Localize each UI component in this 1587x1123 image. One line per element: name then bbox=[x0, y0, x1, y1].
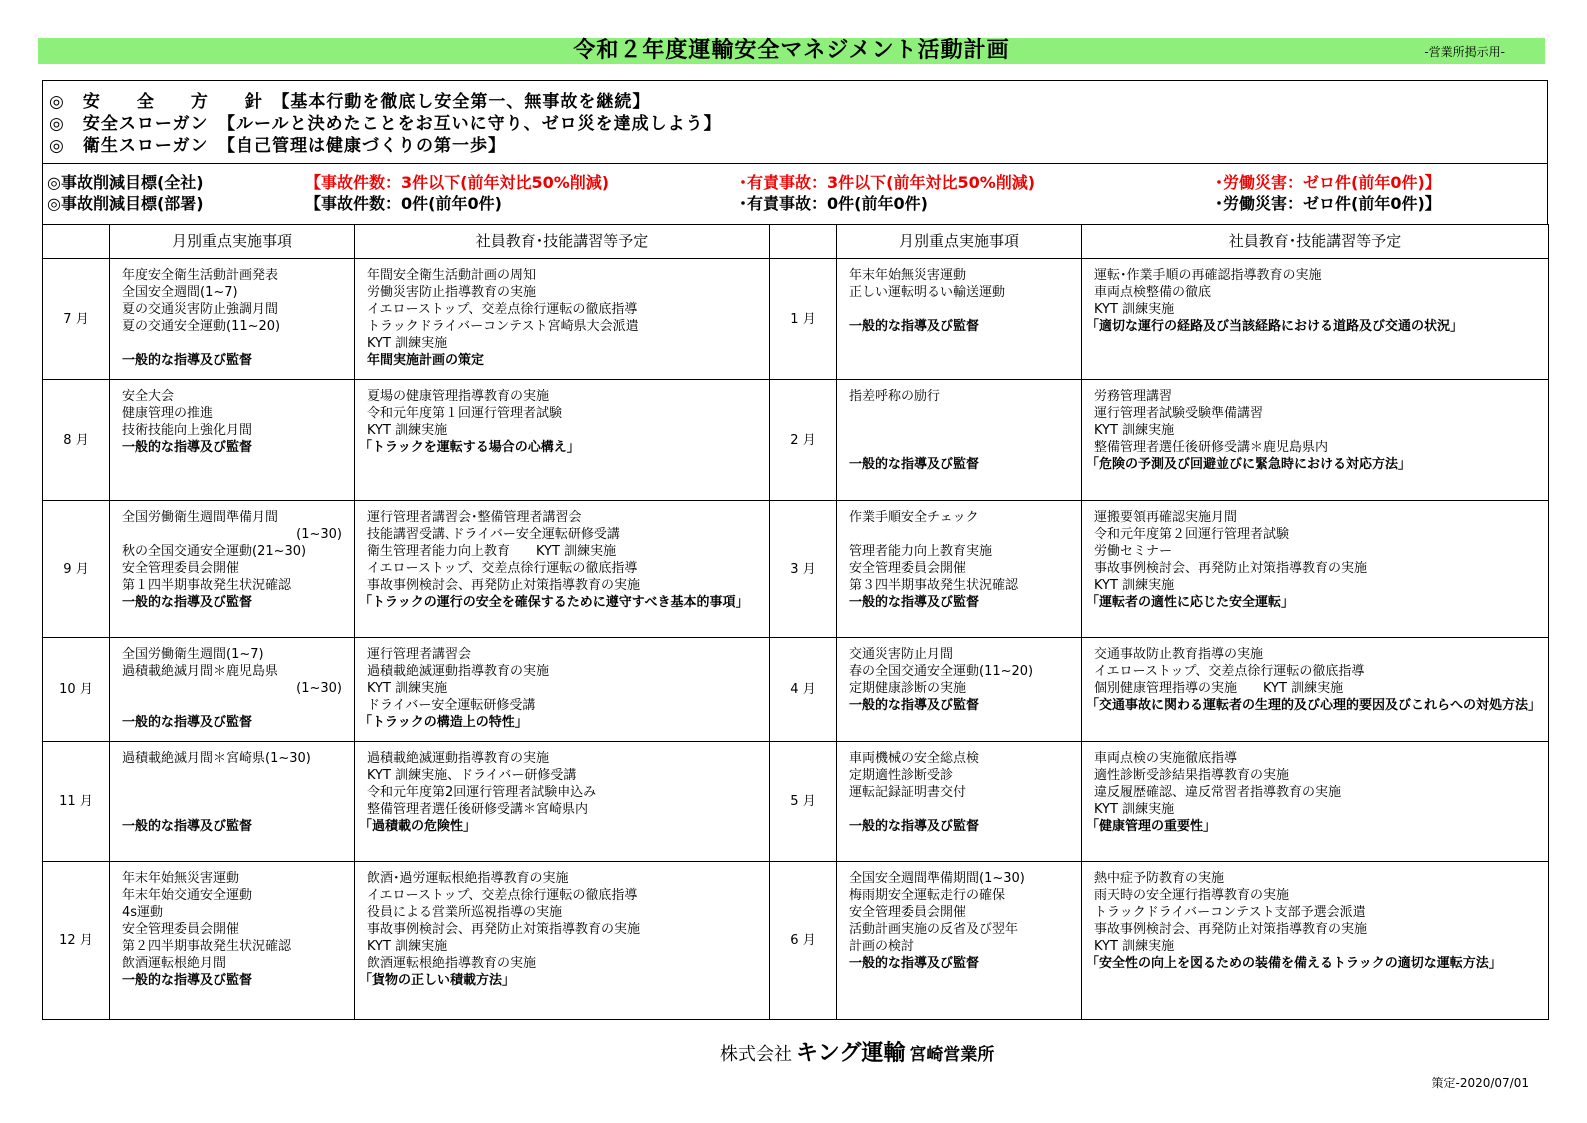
list-item: 健康管理の推進 bbox=[122, 406, 214, 421]
list-item: 第３四半期事故発生状況確認 bbox=[849, 578, 1019, 593]
company-target-accidents: 【事故件数：3件以下(前年対比50%削減) bbox=[305, 173, 610, 192]
list-item: 夏の交通安全運動(11~20) bbox=[122, 319, 281, 334]
month-cell: 3 月 bbox=[770, 501, 837, 638]
header-month bbox=[43, 225, 110, 259]
list-item: 年度安全衛生活動計画発表 bbox=[122, 268, 279, 283]
list-item: 適性診断受診結果指導教育の実施 bbox=[1094, 768, 1290, 783]
list-item bbox=[849, 526, 1075, 543]
list-item: 飲酒･過労運転根絶指導教育の実施 bbox=[367, 871, 569, 886]
focus-cell bbox=[837, 742, 1082, 862]
list-item: 「健康管理の重要性」 bbox=[1086, 819, 1217, 834]
list-item: 「過積載の危険性」 bbox=[359, 819, 477, 834]
list-item: KYT 訓練実施、ドライバー研修受講 bbox=[367, 768, 577, 783]
list-item: 一般的な指導及び監督 bbox=[849, 819, 980, 834]
list-item: 飲酒運転根絶月間 bbox=[122, 956, 227, 971]
month-cell: 8 月 bbox=[43, 380, 110, 501]
header-focus: 月別重点実施事項 bbox=[837, 225, 1082, 259]
list-item bbox=[122, 784, 348, 801]
list-item: 一般的な指導及び監督 bbox=[122, 819, 253, 834]
list-item: KYT 訓練実施 bbox=[1094, 423, 1175, 438]
list-item: 梅雨期安全運転走行の確保 bbox=[849, 888, 1006, 903]
list-item: 令和元年度第１回運行管理者試験 bbox=[367, 406, 563, 421]
header-education: 社員教育･技能講習等予定 bbox=[355, 225, 770, 259]
list-item: 正しい運転明るい輸送運動 bbox=[849, 285, 1006, 300]
list-item: 作業手順安全チェック bbox=[849, 510, 979, 525]
education-cell bbox=[1082, 501, 1549, 638]
list-item: KYT 訓練実施 bbox=[1094, 939, 1175, 954]
month-cell: 10 月 bbox=[43, 638, 110, 742]
list-item: 一般的な指導及び監督 bbox=[849, 319, 980, 334]
list-item: 労務管理講習 bbox=[1094, 389, 1173, 404]
list-item: 技術技能向上強化月間 bbox=[122, 423, 253, 438]
table-row bbox=[43, 501, 1549, 638]
list-item: イエローストップ、交差点徐行運転の徹底指導 bbox=[367, 302, 638, 317]
company-prefix: 株式会社 bbox=[720, 1044, 792, 1065]
dept-target-accidents: 【事故件数：0件(前年0件) bbox=[305, 194, 502, 213]
list-item: 春の全国交通安全運動(11~20) bbox=[849, 664, 1034, 679]
table-row bbox=[43, 862, 1549, 1020]
page-subtitle: -営業所掲示用- bbox=[1424, 45, 1505, 59]
education-cell bbox=[355, 742, 770, 862]
list-item: 技能講習受講､ドライバー安全運転研修受講 bbox=[367, 527, 620, 542]
focus-cell bbox=[837, 380, 1082, 501]
list-item: トラックドライバーコンテスト宮崎県大会派遣 bbox=[367, 319, 639, 334]
company-target-label: ◎事故削減目標(全社) bbox=[47, 173, 204, 192]
list-item: 安全大会 bbox=[122, 389, 175, 404]
policy-box bbox=[42, 80, 1548, 164]
list-item: 衛生管理者能力向上教育 KYT 訓練実施 bbox=[367, 544, 617, 559]
list-item: 事故事例検討会、再発防止対策指導教育の実施 bbox=[367, 578, 641, 593]
list-item: 事故事例検討会、再発防止対策指導教育の実施 bbox=[1094, 922, 1368, 937]
list-item: 運行管理者講習会 bbox=[367, 647, 472, 662]
list-item: 指差呼称の励行 bbox=[849, 389, 941, 404]
list-item: 運転記録証明書交付 bbox=[849, 785, 967, 800]
company-target-work-accidents: ･労働災害：ゼロ件(前年0件)】 bbox=[1215, 173, 1441, 192]
list-item: 「交通事故に関わる運転者の生理的及び心理的要因及びこれらへの対処方法」 bbox=[1086, 698, 1542, 713]
list-item: 年間安全衛生活動計画の周知 bbox=[367, 268, 537, 283]
focus-cell bbox=[110, 380, 355, 501]
list-item: (1~30) bbox=[296, 527, 342, 542]
focus-cell bbox=[837, 259, 1082, 380]
list-item: 全国安全週間準備期間(1~30) bbox=[849, 871, 1025, 886]
list-item: 過積載絶滅月間＊鹿児島県 bbox=[122, 664, 279, 679]
list-item bbox=[849, 801, 1075, 818]
list-item: 一般的な指導及び監督 bbox=[849, 698, 980, 713]
focus-cell bbox=[837, 501, 1082, 638]
dept-target-label: ◎事故削減目標(部署) bbox=[47, 194, 204, 213]
list-item: 活動計画実施の反省及び翌年 bbox=[849, 922, 1019, 937]
list-item: KYT 訓練実施 bbox=[1094, 578, 1175, 593]
list-item: 安全管理委員会開催 bbox=[849, 905, 967, 920]
header-month bbox=[770, 225, 837, 259]
list-item: 4s運動 bbox=[122, 905, 164, 920]
list-item: 整備管理者選任後研修受講＊宮崎県内 bbox=[367, 802, 589, 817]
list-item: 一般的な指導及び監督 bbox=[849, 956, 980, 971]
list-item: 年末年始無災害運動 bbox=[122, 871, 240, 886]
list-item: 安全管理委員会開催 bbox=[849, 561, 967, 576]
list-item: 年末年始無災害運動 bbox=[849, 268, 967, 283]
list-item: 労働災害防止指導教育の実施 bbox=[367, 285, 537, 300]
list-item: 「運転者の適性に応じた安全運転」 bbox=[1086, 595, 1295, 610]
list-item bbox=[122, 767, 348, 784]
list-item: 過積載絶滅月間＊宮崎県(1~30) bbox=[122, 751, 311, 766]
list-item: 交通事故防止教育指導の実施 bbox=[1094, 647, 1264, 662]
list-item: 一般的な指導及び監督 bbox=[849, 457, 980, 472]
list-item: 第１四半期事故発生状況確認 bbox=[122, 578, 292, 593]
education-cell bbox=[1082, 742, 1549, 862]
header-education: 社員教育･技能講習等予定 bbox=[1082, 225, 1549, 259]
list-item: 一般的な指導及び監督 bbox=[122, 595, 253, 610]
header-focus: 月別重点実施事項 bbox=[110, 225, 355, 259]
list-item: 全国労働衛生週間準備月間 bbox=[122, 510, 279, 525]
list-item: トラックドライバーコンテスト支部予選会派遣 bbox=[1094, 905, 1366, 920]
focus-cell bbox=[110, 638, 355, 742]
list-item: 管理者能力向上教育実施 bbox=[849, 544, 993, 559]
list-item: 年間実施計画の策定 bbox=[367, 353, 485, 368]
list-item: 事故事例検討会、再発防止対策指導教育の実施 bbox=[1094, 561, 1368, 576]
list-item bbox=[122, 335, 348, 352]
list-item: 事故事例検討会、再発防止対策指導教育の実施 bbox=[367, 922, 641, 937]
month-cell: 1 月 bbox=[770, 259, 837, 380]
list-item: 運転･作業手順の再確認指導教育の実施 bbox=[1094, 268, 1322, 283]
list-item: 「トラックを運転する場合の心構え」 bbox=[359, 440, 580, 455]
list-item: 令和元年度第2回運行管理者試験申込み bbox=[367, 785, 597, 800]
list-item: 「トラックの構造上の特性」 bbox=[359, 715, 528, 730]
company-target-row bbox=[47, 172, 1547, 193]
focus-cell bbox=[110, 259, 355, 380]
education-cell bbox=[1082, 259, 1549, 380]
list-item bbox=[122, 801, 348, 818]
list-item: 全国安全週間(1~7) bbox=[122, 285, 238, 300]
safety-policy: ◎ 安 全 方 針 【基本行動を徹底し安全第一、無事故を継続】 bbox=[49, 92, 651, 112]
list-item: 定期健康診断の実施 bbox=[849, 681, 967, 696]
office-name: 宮崎営業所 bbox=[909, 1045, 995, 1065]
month-cell: 7 月 bbox=[43, 259, 110, 380]
list-item: 運行管理者講習会･整備管理者講習会 bbox=[367, 510, 582, 525]
table-row bbox=[43, 742, 1549, 862]
education-cell bbox=[1082, 638, 1549, 742]
education-cell bbox=[1082, 862, 1549, 1020]
list-item bbox=[849, 422, 1075, 439]
month-cell: 12 月 bbox=[43, 862, 110, 1020]
dept-target-fault-accidents: ･有責事故：0件(前年0件) bbox=[739, 194, 928, 213]
list-item: 一般的な指導及び監督 bbox=[122, 973, 253, 988]
list-item: 過積載絶滅運動指導教育の実施 bbox=[367, 664, 550, 679]
list-item bbox=[122, 697, 348, 714]
month-cell: 4 月 bbox=[770, 638, 837, 742]
list-item: 一般的な指導及び監督 bbox=[122, 715, 253, 730]
education-cell bbox=[355, 862, 770, 1020]
list-item: 過積載絶滅運動指導教育の実施 bbox=[367, 751, 550, 766]
list-item: 秋の全国交通安全運動(21~30) bbox=[122, 544, 307, 559]
list-item: 定期適性診断受診 bbox=[849, 768, 954, 783]
focus-cell bbox=[110, 742, 355, 862]
list-item bbox=[849, 439, 1075, 456]
targets-box bbox=[42, 163, 1548, 225]
month-cell: 9 月 bbox=[43, 501, 110, 638]
month-cell: 6 月 bbox=[770, 862, 837, 1020]
table-header-row bbox=[43, 225, 1549, 259]
safety-slogan: ◎ 安全スローガン 【ルールと決めたことをお互いに守り、ゼロ災を達成しよう】 bbox=[49, 114, 722, 134]
list-item: 飲酒運転根絶指導教育の実施 bbox=[367, 956, 537, 971]
table-row bbox=[43, 259, 1549, 380]
list-item bbox=[849, 405, 1075, 422]
list-item: 一般的な指導及び監督 bbox=[122, 440, 253, 455]
list-item: KYT 訓練実施 bbox=[367, 681, 448, 696]
list-item: 夏の交通災害防止強調月間 bbox=[122, 302, 279, 317]
table-row bbox=[43, 380, 1549, 501]
list-item: 運搬要領再確認実施月間 bbox=[1094, 510, 1238, 525]
list-item: 違反履歴確認、違反常習者指導教育の実施 bbox=[1094, 785, 1342, 800]
list-item: 第２四半期事故発生状況確認 bbox=[122, 939, 292, 954]
list-item: KYT 訓練実施 bbox=[367, 336, 448, 351]
list-item: 一般的な指導及び監督 bbox=[122, 353, 253, 368]
list-item: 「適切な運行の経路及び当該経路における道路及び交通の状況」 bbox=[1086, 319, 1464, 334]
list-item: 安全管理委員会開催 bbox=[122, 922, 240, 937]
title-bar bbox=[38, 38, 1545, 64]
page-title: 令和２年度運輸安全マネジメント活動計画 bbox=[573, 38, 1010, 63]
list-item: 雨天時の安全運行指導教育の実施 bbox=[1094, 888, 1290, 903]
list-item: 熱中症予防教育の実施 bbox=[1094, 871, 1225, 886]
list-item: 運行管理者試験受験準備講習 bbox=[1094, 406, 1264, 421]
list-item: 「危険の予測及び回避並びに緊急時における対応方法」 bbox=[1086, 457, 1412, 472]
list-item: KYT 訓練実施 bbox=[1094, 802, 1175, 817]
education-cell bbox=[1082, 380, 1549, 501]
activity-plan-table bbox=[42, 224, 1549, 1020]
list-item: KYT 訓練実施 bbox=[367, 939, 448, 954]
focus-cell bbox=[110, 862, 355, 1020]
list-item: 令和元年度第２回運行管理者試験 bbox=[1094, 527, 1290, 542]
established-date: 策定-2020/07/01 bbox=[1431, 1076, 1529, 1090]
list-item: 「トラックの運行の安全を確保するために遵守すべき基本的事項」 bbox=[359, 595, 749, 610]
list-item: 整備管理者選任後研修受講＊鹿児島県内 bbox=[1094, 440, 1329, 455]
focus-cell bbox=[837, 862, 1082, 1020]
month-cell: 2 月 bbox=[770, 380, 837, 501]
education-cell bbox=[355, 501, 770, 638]
company-target-fault-accidents: ･有責事故：3件以下(前年対比50%削減) bbox=[739, 173, 1036, 192]
dept-target-work-accidents: ･労働災害：ゼロ件(前年0件)】 bbox=[1215, 194, 1441, 213]
list-item: KYT 訓練実施 bbox=[1094, 302, 1175, 317]
list-item: 「貨物の正しい積載方法」 bbox=[359, 973, 516, 988]
list-item: (1~30) bbox=[296, 681, 342, 696]
list-item: 車両点検の実施徹底指導 bbox=[1094, 751, 1238, 766]
company-name: キング運輸 bbox=[796, 1041, 906, 1066]
company-logo bbox=[720, 1036, 994, 1067]
list-item: 全国労働衛生週間(1~7) bbox=[122, 647, 264, 662]
list-item: KYT 訓練実施 bbox=[367, 423, 448, 438]
list-item: 夏場の健康管理指導教育の実施 bbox=[367, 389, 550, 404]
health-slogan: ◎ 衛生スローガン 【自己管理は健康づくりの第一歩】 bbox=[49, 136, 506, 156]
month-cell: 11 月 bbox=[43, 742, 110, 862]
list-item: 交通災害防止月間 bbox=[849, 647, 954, 662]
list-item: 個別健康管理指導の実施 KYT 訓練実施 bbox=[1094, 681, 1344, 696]
education-cell bbox=[355, 380, 770, 501]
list-item: 計画の検討 bbox=[849, 939, 915, 954]
list-item: 安全管理委員会開催 bbox=[122, 561, 240, 576]
list-item: イエローストップ、交差点徐行運転の徹底指導 bbox=[1094, 664, 1365, 679]
list-item: 年末年始交通安全運動 bbox=[122, 888, 253, 903]
list-item: ドライバー安全運転研修受講 bbox=[367, 698, 536, 713]
education-cell bbox=[355, 638, 770, 742]
list-item: 車両機械の安全総点検 bbox=[849, 751, 980, 766]
dept-target-row bbox=[47, 193, 1547, 214]
list-item: イエローストップ、交差点徐行運転の徹底指導 bbox=[367, 888, 638, 903]
list-item: 車両点検整備の徹底 bbox=[1094, 285, 1212, 300]
list-item: イエローストップ、交差点徐行運転の徹底指導 bbox=[367, 561, 638, 576]
education-cell bbox=[355, 259, 770, 380]
month-cell: 5 月 bbox=[770, 742, 837, 862]
list-item bbox=[849, 301, 1075, 318]
list-item: 役員による営業所巡視指導の実施 bbox=[367, 905, 563, 920]
list-item: 「安全性の向上を図るための装備を備えるトラックの適切な運転方法」 bbox=[1086, 956, 1502, 971]
focus-cell bbox=[110, 501, 355, 638]
list-item: 一般的な指導及び監督 bbox=[849, 595, 980, 610]
focus-cell bbox=[837, 638, 1082, 742]
list-item: 労働セミナー bbox=[1094, 544, 1173, 559]
table-row bbox=[43, 638, 1549, 742]
